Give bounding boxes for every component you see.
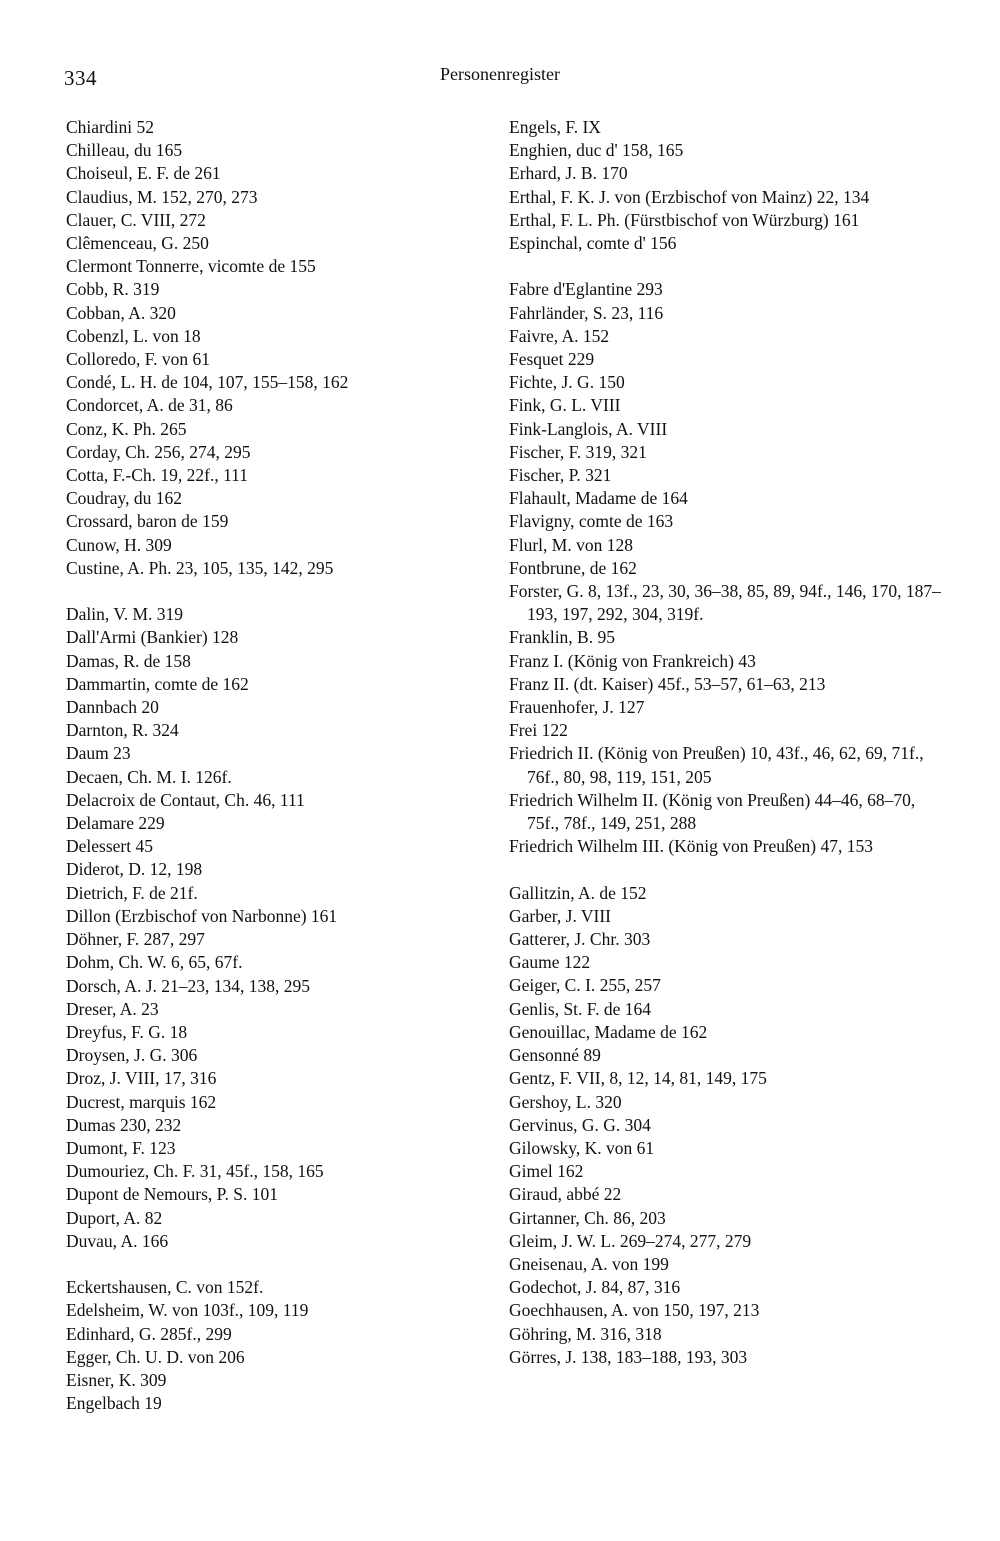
index-entry: Dietrich, F. de 21f.: [66, 882, 198, 903]
index-entry: Conz, K. Ph. 265: [66, 418, 187, 439]
index-entry: Chilleau, du 165: [66, 140, 183, 161]
index-entry: Dreyfus, F. G. 18: [66, 1021, 188, 1042]
index-entry: Cobb, R. 319: [66, 279, 160, 300]
index-entry: Cunow, H. 309: [66, 534, 172, 555]
index-entry: Engels, F. IX: [509, 117, 601, 137]
index-entry: Fink, G. L. VIII: [509, 395, 621, 416]
index-entry: Delessert 45: [66, 836, 153, 857]
index-entry: Fischer, F. 319, 321: [509, 441, 647, 462]
index-entry: Erthal, F. K. J. von (Erzbischof von Mainz) 22, 134: [509, 186, 870, 207]
letter-group-gap: [66, 1253, 466, 1276]
index-entry: Gimel 162: [509, 1161, 584, 1182]
index-entry: Daum 23: [66, 743, 131, 764]
index-entry: Engelbach 19: [66, 1393, 162, 1414]
index-entry: Goechhausen, A. von 150, 197, 213: [509, 1300, 760, 1321]
index-entry: Frei 122: [509, 720, 568, 741]
index-entry: Crossard, baron de 159: [66, 511, 229, 532]
index-entry: Custine, A. Ph. 23, 105, 135, 142, 295: [66, 557, 334, 578]
index-entry: Delamare 229: [66, 813, 165, 834]
index-entry: Godechot, J. 84, 87, 316: [509, 1277, 681, 1298]
index-entry: Gilowsky, K. von 61: [509, 1137, 655, 1158]
index-entry: Duport, A. 82: [66, 1207, 163, 1228]
index-entry: Dannbach 20: [66, 697, 159, 718]
index-entry: Franz I. (König von Frankreich) 43: [509, 650, 756, 671]
index-entry: Condorcet, A. de 31, 86: [66, 395, 233, 416]
index-column-left: [66, 116, 466, 1415]
index-entry: Gleim, J. W. L. 269–274, 277, 279: [509, 1230, 752, 1251]
index-entry: Egger, Ch. U. D. von 206: [66, 1346, 245, 1367]
index-entry: Friedrich Wilhelm III. (König von Preußen) 47, 153: [509, 836, 873, 857]
index-entry: Forster, G. 8, 13f., 23, 30, 36–38, 85, 89, 94f., 146, 170, 187–193, 197, 292, 304, 319f.: [509, 581, 941, 625]
index-entry: Coudray, du 162: [66, 488, 183, 509]
index-entry: Fichte, J. G. 150: [509, 372, 625, 393]
index-entry: Flahault, Madame de 164: [509, 488, 688, 509]
index-entry: Dohm, Ch. W. 6, 65, 67f.: [66, 952, 243, 973]
index-entry: Flurl, M. von 128: [509, 534, 633, 555]
index-entry: Flavigny, comte de 163: [509, 511, 674, 532]
index-entry: Erthal, F. L. Ph. (Fürstbischof von Würzburg) 161: [509, 209, 860, 230]
index-entry: Damas, R. de 158: [66, 650, 191, 671]
index-entry: Dumas 230, 232: [66, 1114, 182, 1135]
index-entry: Corday, Ch. 256, 274, 295: [66, 441, 251, 462]
index-entry: Dupont de Nemours, P. S. 101: [66, 1184, 278, 1205]
index-entry: Frauenhofer, J. 127: [509, 697, 645, 718]
index-entry: Claudius, M. 152, 270, 273: [66, 186, 258, 207]
index-entry: Eisner, K. 309: [66, 1369, 167, 1390]
index-entry: Duvau, A. 166: [66, 1230, 169, 1251]
index-entry: Dumouriez, Ch. F. 31, 45f., 158, 165: [66, 1161, 324, 1182]
index-entry: Geiger, C. I. 255, 257: [509, 975, 661, 996]
index-entry: Gallitzin, A. de 152: [509, 882, 647, 903]
index-entry: Dillon (Erzbischof von Narbonne) 161: [66, 905, 338, 926]
index-entry: Diderot, D. 12, 198: [66, 859, 203, 880]
index-entry: Dalin, V. M. 319: [66, 604, 184, 625]
index-entry: Gervinus, G. G. 304: [509, 1114, 651, 1135]
index-entry: Dreser, A. 23: [66, 998, 159, 1019]
index-entry: Enghien, duc d' 158, 165: [509, 140, 684, 161]
index-entry: Gaume 122: [509, 952, 591, 973]
index-entry: Gatterer, J. Chr. 303: [509, 929, 651, 950]
index-entry: Dall'Armi (Bankier) 128: [66, 627, 239, 648]
index-entry: Cobenzl, L. von 18: [66, 325, 201, 346]
index-entry: Fink-Langlois, A. VIII: [509, 418, 668, 439]
index-entry: Friedrich Wilhelm II. (König von Preußen) 44–46, 68–70, 75f., 78f., 149, 251, 288: [509, 789, 916, 834]
index-entry: Fabre d'Eglantine 293: [509, 279, 663, 300]
index-entry: Franklin, B. 95: [509, 627, 615, 648]
index-entry: Friedrich II. (König von Preußen) 10, 43f., 46, 62, 69, 71f., 76f., 80, 98, 119, 151, 205: [509, 743, 924, 787]
index-entry: Gentz, F. VII, 8, 12, 14, 81, 149, 175: [509, 1068, 767, 1089]
index-entry: Garber, J. VIII: [509, 905, 611, 926]
index-entry: Decaen, Ch. M. I. 126f.: [66, 766, 232, 787]
index-entry: Delacroix de Contaut, Ch. 46, 111: [66, 789, 305, 810]
index-entry: Dorsch, A. J. 21–23, 134, 138, 295: [66, 975, 311, 996]
index-entry: Gneisenau, A. von 199: [509, 1253, 669, 1274]
index-entry: Dammartin, comte de 162: [66, 673, 249, 694]
index-entry: Espinchal, comte d' 156: [509, 233, 677, 254]
index-entry: Dumont, F. 123: [66, 1137, 176, 1158]
index-entry: Cobban, A. 320: [66, 302, 176, 323]
index-entry: Giraud, abbé 22: [509, 1184, 622, 1205]
index-entry: Cotta, F.-Ch. 19, 22f., 111: [66, 465, 249, 486]
running-head: Personenregister: [440, 64, 560, 84]
index-entry: Choiseul, E. F. de 261: [66, 163, 221, 184]
index-entry: Fischer, P. 321: [509, 465, 612, 486]
index-entry: Clermont Tonnerre, vicomte de 155: [66, 256, 316, 277]
index-entry: Erhard, J. B. 170: [509, 163, 628, 184]
index-entry: Droz, J. VIII, 17, 316: [66, 1068, 217, 1089]
index-entry: Edelsheim, W. von 103f., 109, 119: [66, 1300, 309, 1321]
letter-group-gap: [509, 255, 941, 278]
index-entry: Fesquet 229: [509, 349, 595, 370]
index-entry: Condé, L. H. de 104, 107, 155–158, 162: [66, 372, 349, 393]
index-entry: Droysen, J. G. 306: [66, 1045, 198, 1066]
index-entry: Gershoy, L. 320: [509, 1091, 622, 1112]
page-number: 334: [64, 66, 97, 90]
index-column-right: [509, 116, 941, 1369]
index-entry: Döhner, F. 287, 297: [66, 929, 205, 950]
index-entry: Chiardini 52: [66, 117, 154, 137]
letter-group-gap: [66, 580, 466, 603]
index-entry: Görres, J. 138, 183–188, 193, 303: [509, 1346, 748, 1367]
index-entry: Faivre, A. 152: [509, 325, 610, 346]
index-entry: Clêmenceau, G. 250: [66, 233, 209, 254]
index-entry: Fahrländer, S. 23, 116: [509, 302, 664, 323]
letter-group-gap: [509, 858, 941, 881]
index-entry: Fontbrune, de 162: [509, 557, 637, 578]
index-entry: Genouillac, Madame de 162: [509, 1021, 708, 1042]
index-entry: Ducrest, marquis 162: [66, 1091, 217, 1112]
index-entry: Eckertshausen, C. von 152f.: [66, 1277, 264, 1298]
index-entry: Colloredo, F. von 61: [66, 349, 210, 370]
index-entry: Clauer, C. VIII, 272: [66, 209, 206, 230]
index-entry: Darnton, R. 324: [66, 720, 179, 741]
index-entry: Girtanner, Ch. 86, 203: [509, 1207, 666, 1228]
index-entry: Gensonné 89: [509, 1045, 601, 1066]
index-entry: Göhring, M. 316, 318: [509, 1323, 662, 1344]
index-entry: Franz II. (dt. Kaiser) 45f., 53–57, 61–63, 213: [509, 673, 826, 694]
index-entry: Genlis, St. F. de 164: [509, 998, 652, 1019]
index-entry: Edinhard, G. 285f., 299: [66, 1323, 232, 1344]
